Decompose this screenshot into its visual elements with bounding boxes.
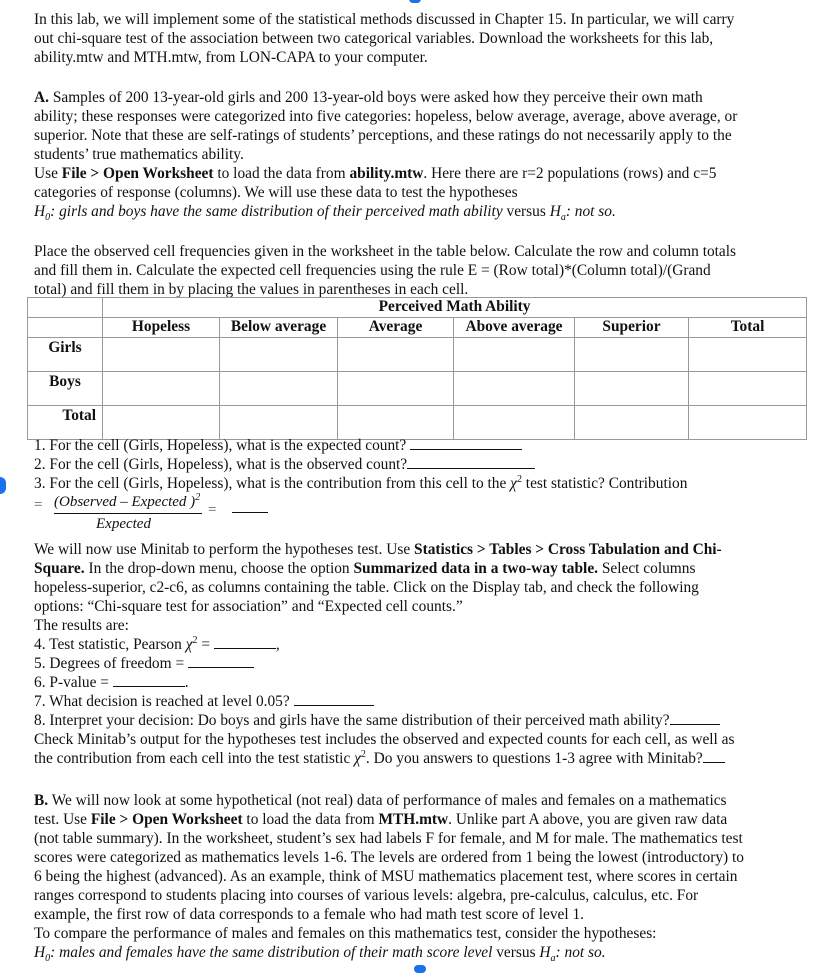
selection-handle-top[interactable] (409, 0, 421, 3)
table-row-total (28, 406, 807, 440)
text: . (184, 674, 189, 691)
answer-blank-1[interactable] (410, 436, 522, 450)
menu-path: Statistics > Tables > Cross Tabulation and Chi- (414, 541, 722, 558)
text: H (549, 203, 561, 220)
part-b-line: To compare the performance of males and females on this mathematics test, consider the hypotheses: (34, 925, 657, 942)
text: H (34, 203, 46, 220)
table-cell[interactable] (575, 406, 689, 440)
text: . Do you answers to questions 1-3 agree with Minitab? (365, 750, 703, 767)
text: to load the data from (213, 165, 350, 182)
column-header-above-average: Above average (454, 318, 575, 338)
hypotheses-b (34, 943, 804, 965)
minitab-line: options: “Chi-square test for association” and “Expected cell counts.” (34, 598, 463, 615)
text: Samples of 200 13-year-old girls and 200 13-year-old boys were asked how they perceive their own math (48, 89, 703, 106)
text: 8. Interpret your decision: Do boys and girls have the same distribution of their perceived math ability? (34, 712, 670, 729)
question-2 (34, 455, 814, 474)
table-cell[interactable] (454, 372, 575, 406)
table-cell[interactable] (689, 406, 807, 440)
minitab-line (34, 540, 804, 559)
intro-paragraph (34, 10, 794, 67)
equals-sign: = (208, 502, 217, 518)
table-cell[interactable] (103, 372, 220, 406)
table-cell[interactable] (220, 338, 338, 372)
table-cell[interactable] (575, 372, 689, 406)
menu-path: File > Open Worksheet (61, 165, 214, 182)
part-a-line: superior. Note that these are self-ratings of students’ perceptions, and these ratings do not necessarily apply to the (34, 127, 732, 144)
table-cell[interactable] (575, 338, 689, 372)
table-group-header: Perceived Math Ability (103, 298, 807, 318)
minitab-line (34, 559, 804, 578)
question-6 (34, 673, 804, 692)
text: . Unlike part A above, you are given raw data (448, 811, 728, 828)
minitab-line: hopeless-superior, c2-c6, as columns containing the table. Click on the Display tab, and check the following (34, 579, 699, 596)
document-page (34, 10, 794, 299)
text: In the drop-down menu, choose the option (84, 560, 354, 577)
column-header-total: Total (689, 318, 807, 338)
part-b-line: 6 being the highest (advanced). As an example, think of MSU mathematics placement test, where scores in certain (34, 868, 738, 885)
menu-path: File > Open Worksheet (90, 811, 243, 828)
question-7 (34, 692, 804, 711)
formula-denominator: Expected (96, 516, 151, 532)
text: 3. For the cell (Girls, Hopeless), what is the contribution from this cell to the (34, 475, 511, 492)
equals-sign: = (34, 497, 43, 513)
answer-blank-7[interactable] (294, 692, 374, 706)
ability-table (27, 297, 807, 440)
text: 2 (516, 473, 522, 485)
chi-symbol: χ (185, 636, 193, 653)
chi-symbol: χ (354, 750, 361, 767)
text: H (34, 944, 46, 961)
table-cell[interactable] (103, 338, 220, 372)
row-label-total: Total (28, 406, 103, 440)
part-b-line (34, 810, 804, 829)
part-a-line: students’ true mathematics ability. (34, 146, 244, 163)
text: test. Use (34, 811, 91, 828)
place-line: total) and fill them in by placing the values in parentheses in each cell. (34, 281, 469, 298)
text: = (197, 636, 214, 653)
text: 7. What decision is reached at level 0.05? (34, 693, 294, 710)
text: : not so. (555, 944, 606, 961)
text: We will now use Minitab to perform the hypotheses test. Use (34, 541, 415, 558)
table-cell[interactable] (454, 406, 575, 440)
text: : not so. (565, 203, 616, 220)
answer-blank-2[interactable] (407, 455, 535, 469)
text: . Here there are r=2 populations (rows) and c=5 (423, 165, 717, 182)
text: 5. Degrees of freedom = (34, 655, 188, 672)
intro-line: out chi-square test of the association between two categorical variables. Download the worksheets for this lab, (34, 30, 714, 47)
menu-path: Square. (34, 560, 85, 577)
contribution-formula (34, 493, 814, 533)
text: : males and females have the same distribution of their math score level (50, 944, 493, 961)
ability-table-wrapper (27, 297, 806, 440)
text: versus (502, 203, 550, 220)
text: , (275, 636, 280, 653)
text: test statistic? Contribution (521, 475, 688, 492)
place-line: Place the observed cell frequencies given in the worksheet in the table below. Calculate the row and column totals (34, 243, 737, 260)
column-header-superior: Superior (575, 318, 689, 338)
place-line: and fill them in. Calculate the expected cell frequencies using the rule E = (Row total)*(Column total)/(Grand (34, 262, 711, 279)
minitab-section (34, 540, 804, 965)
intro-line: ability.mtw and MTH.mtw, from LON-CAPA to your computer. (34, 49, 428, 66)
selection-handle-left[interactable] (0, 477, 6, 494)
minitab-line: The results are: (34, 617, 129, 634)
questions-1-3 (34, 436, 814, 533)
table-cell[interactable] (338, 338, 454, 372)
answer-blank-8[interactable] (670, 711, 720, 725)
answer-blank-check[interactable] (703, 749, 725, 763)
formula-numerator (54, 493, 202, 514)
text: the contribution from each cell into the test statistic (34, 750, 355, 767)
question-1 (34, 436, 814, 455)
table-corner-cell (28, 298, 103, 318)
column-header-hopeless: Hopeless (103, 318, 220, 338)
column-header-below-average: Below average (220, 318, 338, 338)
answer-blank-3[interactable] (232, 499, 268, 513)
text: 0 (45, 953, 51, 965)
chi-symbol: χ (510, 475, 517, 492)
text: We will now look at some hypothetical (not real) data of performance of males and females on a mathematics (48, 792, 727, 809)
part-a-line: ability; these responses were categorized into five categories: hopeless, below average, average, above average, or (34, 108, 738, 125)
text: H (539, 944, 551, 961)
part-b-line (34, 791, 804, 810)
instruction-line: categories of response (columns). We will use these data to test the hypotheses (34, 184, 518, 201)
part-a-label: A. (34, 89, 49, 106)
answer-blank-5[interactable] (188, 654, 254, 668)
part-b-line: ranges correspond to students placing into courses of various levels: algebra, pre-calculus, calculus, etc. For (34, 887, 699, 904)
question-4 (34, 635, 804, 654)
intro-line: In this lab, we will implement some of the statistical methods discussed in Chapter 15. In particular, we will carry (34, 11, 735, 28)
table-row-boys (28, 372, 807, 406)
table-cell[interactable] (220, 372, 338, 406)
text: 6. P-value = (34, 674, 113, 691)
text: 2 (192, 634, 198, 646)
text: 2 (360, 748, 366, 760)
table-cell[interactable] (689, 372, 807, 406)
selection-handle-bottom[interactable] (414, 965, 426, 973)
row-label-girls: Girls (28, 338, 103, 372)
text: 1. For the cell (Girls, Hopeless), what is the expected count? (34, 437, 411, 454)
table-cell[interactable] (338, 372, 454, 406)
table-cell[interactable] (338, 406, 454, 440)
text: 2. For the cell (Girls, Hopeless), what is the observed count? (34, 456, 408, 473)
text: to load the data from (242, 811, 379, 828)
text: a (550, 953, 556, 965)
answer-blank-4[interactable] (214, 635, 276, 649)
table-cell[interactable] (103, 406, 220, 440)
part-b-line: example, the first row of data corresponds to a female who had math test score of level 1. (34, 906, 585, 923)
row-label-boys: Boys (28, 372, 103, 406)
instruction-line (34, 164, 794, 183)
text: Select columns (598, 560, 696, 577)
part-a-line (34, 88, 794, 107)
table-corner-cell (28, 318, 103, 338)
part-b-line: scores were categorized as mathematics levels 1-6. The levels are ordered from 1 being the lowest (introductory) to (34, 849, 744, 866)
answer-blank-6[interactable] (113, 673, 185, 687)
question-5 (34, 654, 804, 673)
part-b-line: (not table summary). In the worksheet, student’s sex had labels F for female, and M for male. The mathematics test (34, 830, 743, 847)
table-cell[interactable] (689, 338, 807, 372)
text: 0 (45, 212, 51, 224)
check-line (34, 749, 804, 768)
text: versus (492, 944, 540, 961)
column-header-average: Average (338, 318, 454, 338)
hypotheses-a (34, 202, 794, 224)
part-b-section (34, 791, 804, 965)
place-paragraph (34, 242, 794, 299)
table-cell[interactable] (220, 406, 338, 440)
text: 2 (195, 492, 201, 503)
text: a (560, 212, 566, 224)
file-name: MTH.mtw (378, 811, 449, 828)
table-row-girls (28, 338, 807, 372)
text: 4. Test statistic, Pearson (34, 636, 186, 653)
part-a-section (34, 88, 794, 224)
text: : girls and boys have the same distribution of their perceived math ability (50, 203, 503, 220)
file-name: ability.mtw (349, 165, 424, 182)
part-b-label: B. (34, 792, 49, 809)
option-name: Summarized data in a two-way table. (353, 560, 598, 577)
check-line: Check Minitab’s output for the hypotheses test includes the observed and expected counts for each cell, as well as (34, 731, 735, 748)
question-8 (34, 711, 804, 730)
table-cell[interactable] (454, 338, 575, 372)
text: Use (34, 165, 62, 182)
question-3 (34, 474, 814, 493)
text: (Observed – Expected ) (54, 494, 196, 510)
